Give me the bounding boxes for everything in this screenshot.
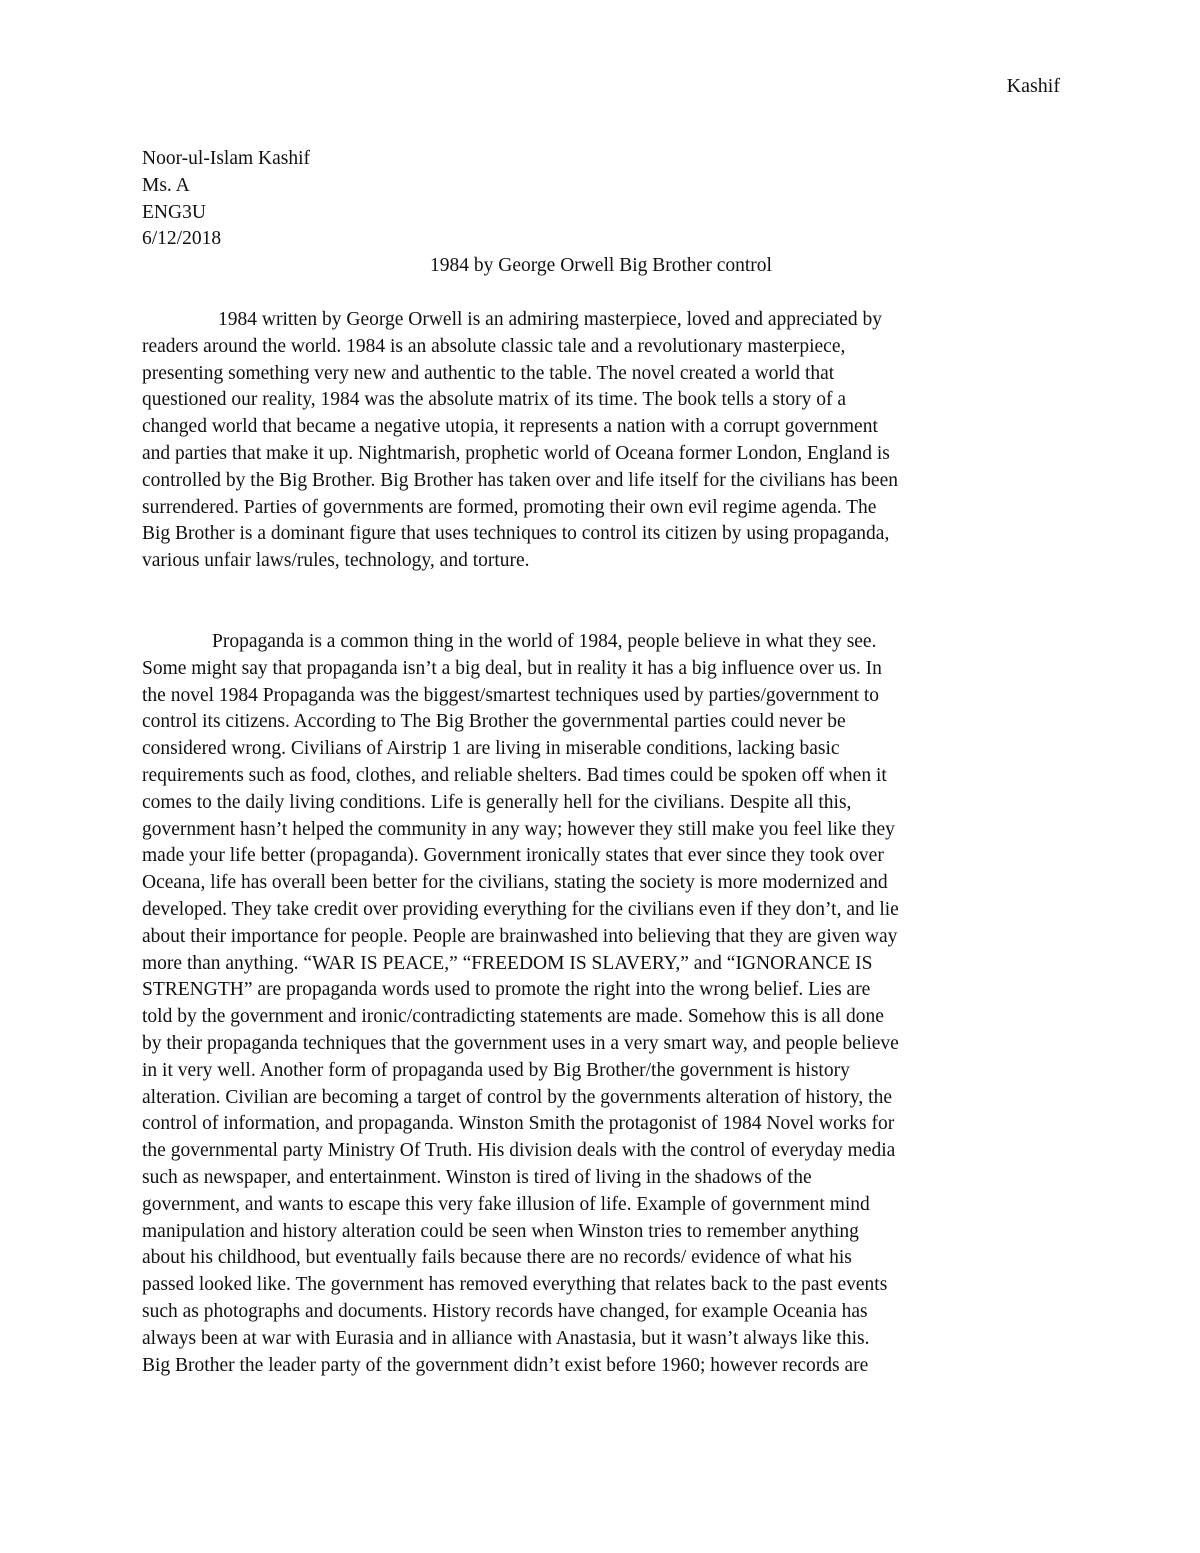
teacher-name: Ms. A: [142, 174, 190, 196]
essay-title-text: 1984 by George Orwell Big Brother control: [430, 255, 772, 276]
paragraph-line: always been at war with Eurasia and in alliance with Anastasia, but it wasn’t always like this.: [142, 1327, 870, 1349]
paragraph-line: passed looked like. The government has removed everything that relates back to the past events: [142, 1274, 888, 1296]
paragraph-line: developed. They take credit over providing everything for the civilians even if they don’t, and lie: [142, 898, 899, 920]
paragraph-line: government, and wants to escape this very fake illusion of life. Example of government mind: [142, 1193, 870, 1215]
essay-date: 6/12/2018: [142, 228, 222, 250]
paragraph-line: more than anything. “WAR IS PEACE,” “FREEDOM IS SLAVERY,” and “IGNORANCE IS: [142, 952, 873, 974]
author-name: Noor-ul-Islam Kashif: [142, 148, 311, 169]
paragraph-line: Oceana, life has overall been better for the civilians, stating the society is more modernized and: [142, 872, 888, 894]
paragraph-line: Big Brother is a dominant figure that uses techniques to control its citizen by using propaganda,: [142, 523, 890, 545]
paragraph-line: considered wrong. Civilians of Airstrip 1 are living in miserable conditions, lacking basic: [142, 738, 840, 760]
running-head: Kashif: [1006, 75, 1060, 97]
paragraph-line: STRENGTH” are propaganda words used to promote the right into the wrong belief. Lies are: [142, 979, 871, 1001]
paragraph-line: made your life better (propaganda). Government ironically states that ever since they took over: [142, 845, 884, 867]
paragraph-line: controlled by the Big Brother. Big Brother has taken over and life itself for the civilians has been: [142, 469, 898, 491]
paragraph-line: the governmental party Ministry Of Truth. His division deals with the control of everyday media: [142, 1140, 896, 1162]
mla-header: [142, 146, 310, 253]
paragraph-line: about their importance for people. People are brainwashed into believing that they are given way: [142, 925, 898, 947]
paragraph-line: Some might say that propaganda isn’t a big deal, but in reality it has a big influence over us. In: [142, 657, 882, 679]
paragraph-line: such as photographs and documents. History records have changed, for example Oceania has: [142, 1300, 868, 1322]
paragraph-line: about his childhood, but eventually fails because there are no records/ evidence of what his: [142, 1247, 852, 1269]
paragraph-line: changed world that became a negative utopia, it represents a nation with a corrupt government: [142, 416, 878, 438]
course-code: ENG3U: [142, 201, 206, 223]
paragraph-line: Big Brother the leader party of the government didn’t exist before 1960; however records are: [142, 1354, 869, 1376]
paragraph-line: and parties that make it up. Nightmarish, prophetic world of Oceana former London, England is: [142, 442, 890, 464]
paragraph-line: readers around the world. 1984 is an absolute classic tale and a revolutionary masterpiece,: [142, 335, 846, 357]
paragraph-line: in it very well. Another form of propaganda used by Big Brother/the government is history: [142, 1059, 850, 1081]
paragraph-line: control its citizens. According to The Big Brother the governmental parties could never be: [142, 711, 846, 733]
paragraph-1: [142, 307, 1057, 575]
paragraph-line: surrendered. Parties of governments are formed, promoting their own evil regime agenda. The: [142, 496, 877, 518]
paragraph-line: manipulation and history alteration could be seen when Winston tries to remember anything: [142, 1220, 859, 1242]
paragraph-line: 1984 written by George Orwell is an admiring masterpiece, loved and appreciated by: [218, 309, 883, 330]
paragraph-line: government hasn’t helped the community in any way; however they still make you feel like they: [142, 818, 895, 840]
paragraph-line: questioned our reality, 1984 was the absolute matrix of its time. The book tells a story of a: [142, 389, 847, 411]
paragraph-line: alteration. Civilian are becoming a target of control by the governments alteration of history, the: [142, 1086, 892, 1108]
paragraph-line: the novel 1984 Propaganda was the biggest/smartest techniques used by parties/government to: [142, 684, 880, 706]
paragraph-line: control of information, and propaganda. Winston Smith the protagonist of 1984 Novel works for: [142, 1113, 895, 1135]
paragraph-2: [142, 629, 1057, 1379]
paragraph-line: Propaganda is a common thing in the world of 1984, people believe in what they see.: [212, 631, 877, 652]
paragraph-line: requirements such as food, clothes, and reliable shelters. Bad times could be spoken off when it: [142, 764, 887, 786]
paragraph-line: various unfair laws/rules, technology, and torture.: [142, 550, 530, 572]
paragraph-line: presenting something very new and authentic to the table. The novel created a world that: [142, 362, 835, 384]
essay-title: [0, 253, 1200, 280]
paragraph-line: told by the government and ironic/contradicting statements are made. Somehow this is all done: [142, 1006, 884, 1028]
paragraph-line: by their propaganda techniques that the government uses in a very smart way, and people believe: [142, 1032, 899, 1054]
paragraph-line: comes to the daily living conditions. Life is generally hell for the civilians. Despite all this,: [142, 791, 852, 813]
paragraph-line: such as newspaper, and entertainment. Winston is tired of living in the shadows of the: [142, 1166, 812, 1188]
